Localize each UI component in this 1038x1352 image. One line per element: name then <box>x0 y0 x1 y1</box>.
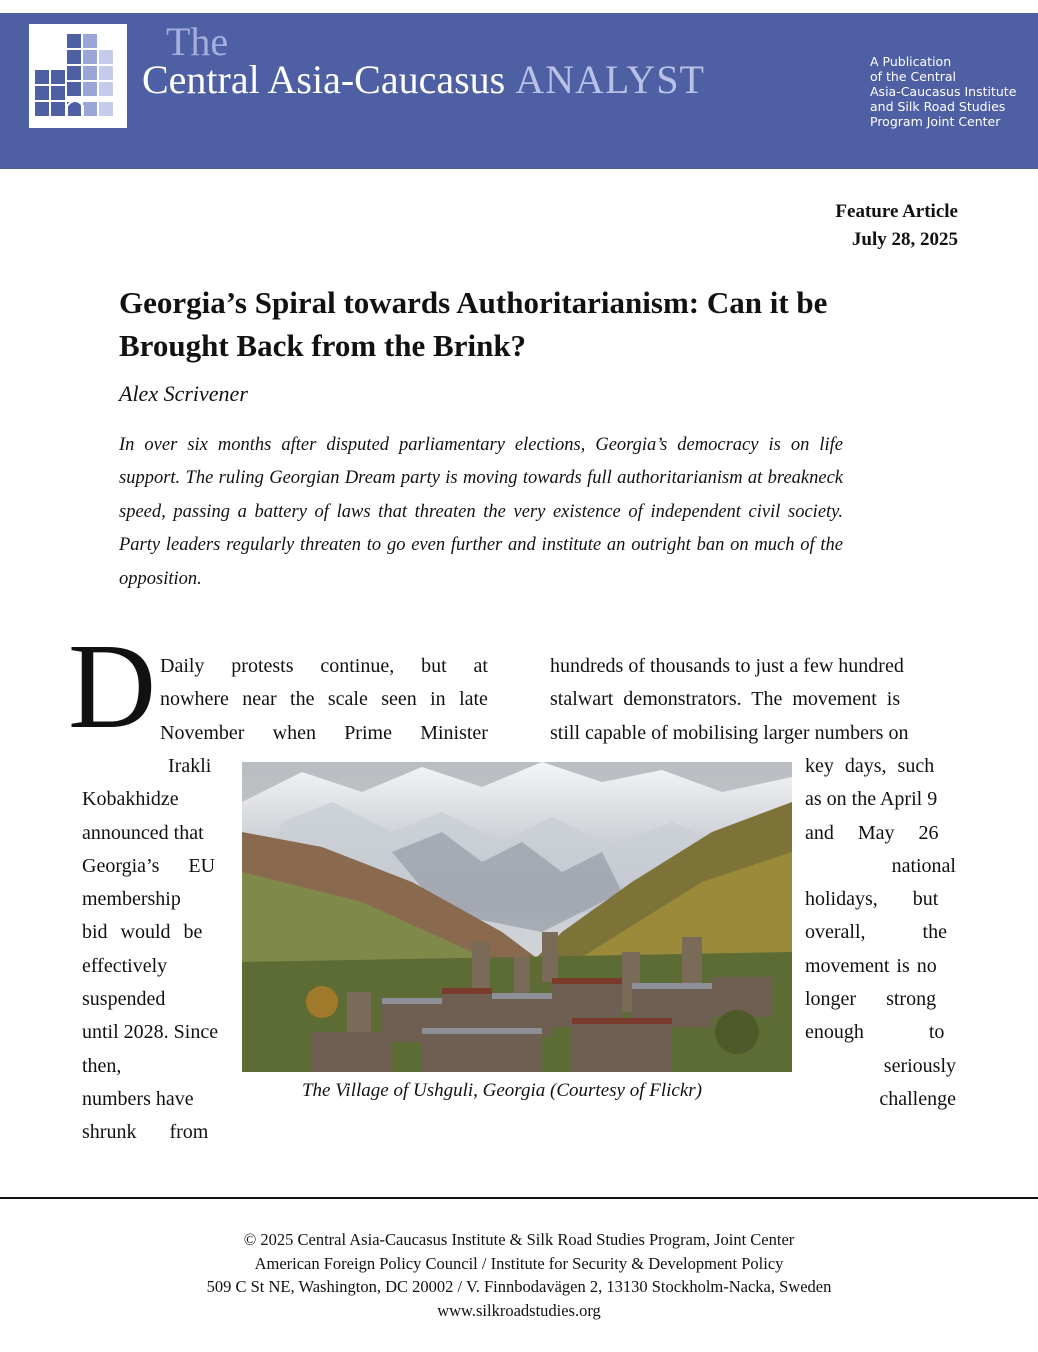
word: continue, <box>320 655 395 677</box>
footer-divider <box>0 1197 1038 1199</box>
text-line: holidays, but <box>805 888 939 911</box>
publication-note <box>870 54 1030 129</box>
article-author: Alex Scrivener <box>119 381 248 406</box>
text-line: effectively <box>82 954 168 977</box>
text-line <box>160 650 488 683</box>
column1-narrow <box>82 750 227 1150</box>
word: Minister <box>420 721 488 744</box>
text-line <box>160 717 488 750</box>
publication-line: of the Central <box>870 69 957 84</box>
building-logo-icon <box>29 24 127 128</box>
text-line: movement is no <box>805 954 937 977</box>
text-line: key days, such <box>805 755 935 777</box>
text-line: announced that <box>82 821 204 844</box>
word: when <box>272 721 316 744</box>
text-line: as on the April 9 <box>805 788 938 811</box>
text-line: stalwart demonstrators. The movement is <box>550 688 901 711</box>
text-line: membership <box>82 888 181 911</box>
text-line: national <box>891 854 956 877</box>
footer-address: 509 C St NE, Washington, DC 20002 / V. Finnbodavägen 2, 13130 Stockholm-Nacka, Sweden <box>206 1277 832 1296</box>
masthead-title-analyst: ANALYST <box>515 57 705 102</box>
text-line: numbers have <box>82 1087 194 1110</box>
masthead-title-main: Central Asia-Caucasus <box>142 57 506 102</box>
drop-cap: D <box>68 619 157 754</box>
masthead-title <box>142 56 705 104</box>
footer <box>0 1228 1038 1322</box>
column1-top <box>160 650 488 750</box>
word: scale <box>327 688 368 711</box>
publication-line: Program Joint Center <box>870 114 1001 129</box>
word: Prime <box>344 721 392 744</box>
village-photo <box>242 762 792 1072</box>
mountain-village-illustration <box>242 762 792 1072</box>
article-title <box>119 281 979 367</box>
text-line: hundreds of thousands to just a few hundred <box>550 655 904 677</box>
word: protests <box>231 655 294 677</box>
word: but <box>421 655 447 677</box>
text-line: longer strong <box>805 988 937 1011</box>
footer-copyright: © 2025 Central Asia-Caucasus Institute & Silk Road Studies Program, Joint Center <box>243 1230 795 1249</box>
word: seen <box>381 688 417 711</box>
publication-line: A Publication <box>870 54 952 69</box>
word: late <box>459 688 488 711</box>
article-date: July 28, 2025 <box>851 229 958 250</box>
photo-caption: The Village of Ushguli, Georgia (Courtesy of Flickr) <box>301 1080 702 1101</box>
word: in <box>430 688 446 711</box>
column2-narrow <box>805 750 956 1116</box>
publication-line: and Silk Road Studies <box>870 99 1006 114</box>
text-line: shrunk from <box>82 1121 209 1144</box>
word: the <box>290 688 315 711</box>
text-line: Kobakhidze <box>82 788 179 811</box>
institute-logo <box>29 24 127 128</box>
publication-line: Asia-Caucasus Institute <box>870 84 1017 99</box>
text-line: overall, the <box>805 921 947 944</box>
text-line: still capable of mobilising larger numbers on <box>550 721 909 744</box>
text-line: bid would be <box>82 921 203 944</box>
text-line: until 2028. Since <box>82 1021 219 1044</box>
text-line: Georgia’s EU <box>82 854 216 877</box>
text-line: enough to <box>805 1021 945 1044</box>
column2-top <box>550 650 956 750</box>
text-line: seriously <box>883 1054 956 1077</box>
article-type: Feature Article <box>835 201 958 222</box>
text-line: Irakli <box>168 755 212 777</box>
word: Daily <box>160 655 205 677</box>
title-line: Georgia’s Spiral towards Authoritarianism: Can it be <box>119 285 828 320</box>
text-line: challenge <box>879 1087 956 1110</box>
word: near <box>242 688 277 711</box>
title-line: Brought Back from the Brink? <box>119 328 527 363</box>
footer-website-link[interactable]: www.silkroadstudies.org <box>437 1300 601 1320</box>
article-abstract: In over six months after disputed parliamentary elections, Georgia’s democracy is on life support. The ruling Georgian Dream party is moving towards full authoritarianism at breakneck speed, passing a battery of laws that threaten the very existence of independent civil society. Party leaders regularly threaten to go even further and institute an outright ban on much of the opposition. <box>119 435 843 589</box>
text-line: and May 26 <box>805 821 939 844</box>
footer-organizations: American Foreign Policy Council / Institute for Security & Development Policy <box>254 1253 784 1273</box>
text-line: suspended <box>82 988 166 1011</box>
text-line <box>160 683 488 716</box>
word: November <box>160 721 245 744</box>
text-line: then, <box>82 1054 122 1077</box>
word: nowhere <box>160 688 229 711</box>
masthead-the: The <box>166 19 229 64</box>
word: at <box>473 655 488 677</box>
